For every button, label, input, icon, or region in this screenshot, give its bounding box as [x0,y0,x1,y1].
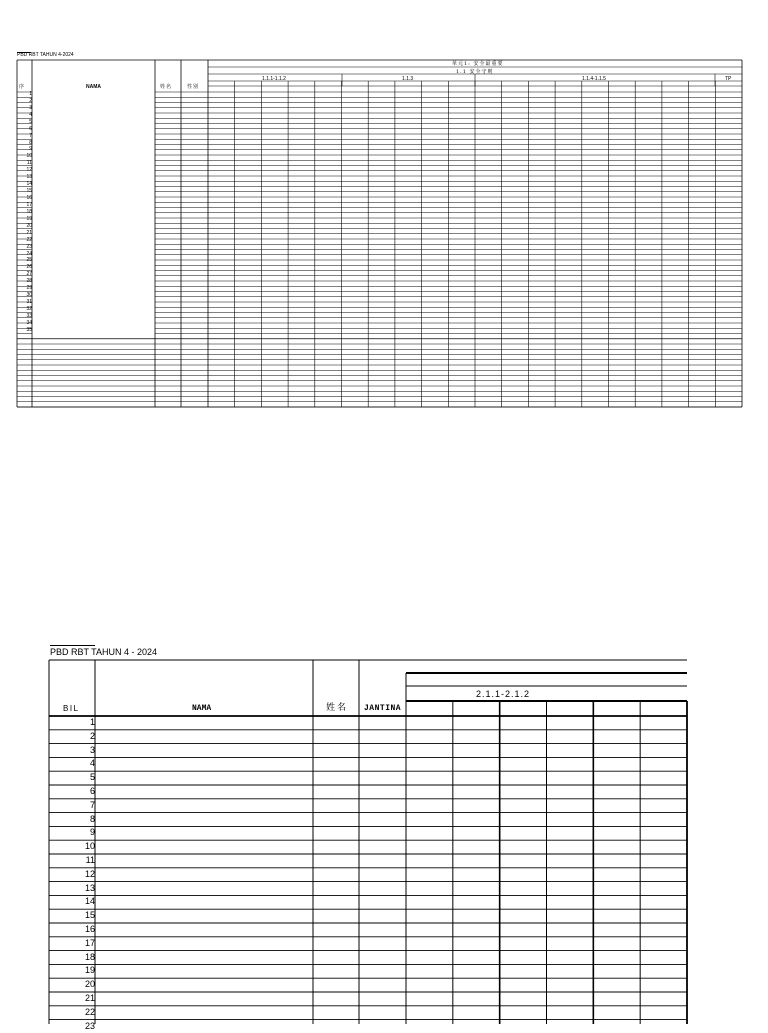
row-number: 10 [84,841,95,852]
row-number: 4 [89,758,95,769]
unit-header: 单元1: 安全最重要 [452,61,504,67]
grid-lines [0,0,768,420]
row-number: 14 [84,896,95,907]
row-number: 26 [26,264,32,271]
row-number: 28 [26,278,32,285]
group-header: 2.1.1-2.1.2 [476,689,531,699]
row-number: 7 [29,132,32,139]
sheet-large [0,640,768,1031]
row-number: 13 [26,174,32,181]
row-number: 16 [26,195,32,202]
bil-header: 序 [19,84,26,90]
row-number: 9 [29,146,32,153]
row-number: 2 [89,730,95,741]
row-number: 23 [26,243,32,250]
row-number: 1 [29,91,32,97]
sheet-title: PBD RBT TAHUN 4-2024 [17,52,74,58]
row-number: 10 [26,153,32,160]
row-number: 15 [84,910,95,921]
grid-lines [0,640,768,1024]
row-number: 24 [26,250,32,257]
row-number: 11 [85,855,95,865]
bil-header: BIL [63,704,80,713]
nama-header: NAMA [192,704,212,713]
row-number: 14 [26,181,32,188]
sheet-title: PBD RBT TAHUN 4 - 2024 [50,647,158,657]
row-number: 15 [26,188,32,195]
row-number: 16 [84,924,95,934]
row-number: 11 [26,160,32,167]
row-number: 2 [29,97,32,104]
row-number: 8 [89,813,95,824]
row-number: 6 [89,786,95,796]
row-number: 1 [89,717,95,727]
row-number: 18 [26,208,32,215]
sheet-small [0,0,768,420]
subunit-header: 1.1 安全守则 [456,69,494,75]
jantina-header: JANTINA [364,704,402,713]
row-number: 3 [89,744,95,755]
row-number: 35 [26,326,32,333]
name-cn-header: 姓名 [160,84,173,90]
row-number: 9 [89,827,95,838]
row-number: 18 [84,951,95,962]
row-number: 17 [26,201,32,208]
row-number: 5 [89,772,95,783]
tp-header: TP [725,76,732,82]
row-number: 21 [84,993,95,1003]
row-number: 25 [26,257,32,264]
row-number: 13 [84,882,95,893]
row-number: 19 [26,215,32,222]
row-number: 23 [84,1020,95,1031]
row-number: 30 [26,292,32,299]
row-number: 32 [26,306,32,312]
row-number: 19 [84,965,95,976]
row-number: 7 [89,799,95,810]
row-number: 22 [84,1006,95,1017]
row-number: 31 [26,299,32,306]
row-number: 21 [26,229,32,236]
row-number: 17 [84,937,95,948]
row-number: 27 [26,271,32,278]
row-number: 5 [29,118,32,125]
title-underline [50,645,95,646]
group-header: 1.1.3 [402,76,414,82]
row-number: 3 [29,104,32,111]
row-number: 12 [84,868,95,879]
row-number: 4 [29,111,32,118]
name-cn-header: 姓名 [326,703,349,713]
row-number: 20 [26,222,32,229]
row-number: 22 [26,236,32,243]
group-header: 1.1.1-1.1.2 [262,76,286,82]
row-number: 20 [84,979,95,990]
group-header: 1.1.4-1.1.5 [582,76,606,82]
gender-cn-header: 性别 [187,84,200,90]
row-number: 8 [29,139,32,146]
nama-header: NAMA [86,84,101,90]
row-number: 6 [29,125,32,132]
row-number: 12 [26,167,32,174]
row-number: 33 [26,312,32,319]
row-number: 34 [26,319,32,326]
row-number: 29 [26,285,32,292]
